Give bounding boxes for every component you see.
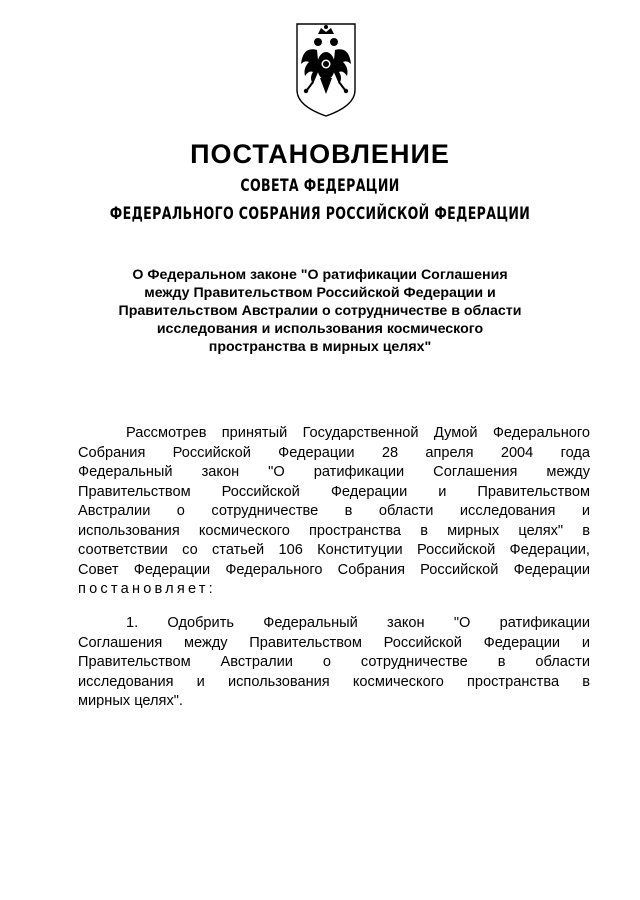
subject-line: О Федеральном законе "О ратификации Соглашения [132, 267, 508, 283]
paragraph-line: использования космического пространства в мирных целях" в [78, 522, 590, 539]
subject-line: пространства в мирных целях" [208, 339, 432, 355]
paragraph-line: мирных целях". [78, 693, 183, 709]
paragraph-line: соответствии со статьей 106 Конституции Российской Федерации, [78, 542, 590, 558]
subject-line: между Правительством Российской Федерации и [144, 285, 496, 301]
subject-line: исследования и использования космического [156, 321, 484, 337]
coat-of-arms-icon [291, 20, 361, 120]
document-subject [100, 266, 540, 356]
issuing-body-line1: СОВЕТА ФЕДЕРАЦИИ [240, 176, 400, 196]
document-title: ПОСТАНОВЛЕНИЕ [190, 139, 450, 169]
paragraph-line: Соглашения между Правительством Российской Федерации и [78, 634, 590, 651]
paragraph-line: Федеральный закон "О ратификации Соглашения между [78, 464, 590, 480]
subject-line: Правительством Австралии о сотрудничестве в области [118, 303, 522, 319]
paragraph-line: Правительством Российской Федерации и Правительством [78, 483, 590, 500]
paragraph-line: исследования и использования космического пространства в [78, 673, 590, 690]
paragraph-line: Совет Федерации Федерального Собрания Российской Федерации [78, 561, 590, 578]
paragraph-line: Собрания Российской Федерации 28 апреля 2004 года [78, 444, 590, 461]
body-paragraph-item-1 [78, 614, 590, 712]
resolution-word: постановляет: [78, 581, 216, 597]
body-paragraph-preamble [78, 424, 590, 600]
paragraph-line: Рассмотрев принятый Государственной Думой Федерального [126, 425, 590, 441]
paragraph-line: 1. Одобрить Федеральный закон "О ратификации [126, 615, 590, 631]
issuing-body-line2: ФЕДЕРАЛЬНОГО СОБРАНИЯ РОССИЙСКОЙ ФЕДЕРАЦИИ [109, 204, 531, 224]
paragraph-line: Австралии о сотрудничестве в области исследования и [78, 503, 590, 519]
paragraph-line: Правительством Австралии о сотрудничестве в области [78, 654, 590, 670]
